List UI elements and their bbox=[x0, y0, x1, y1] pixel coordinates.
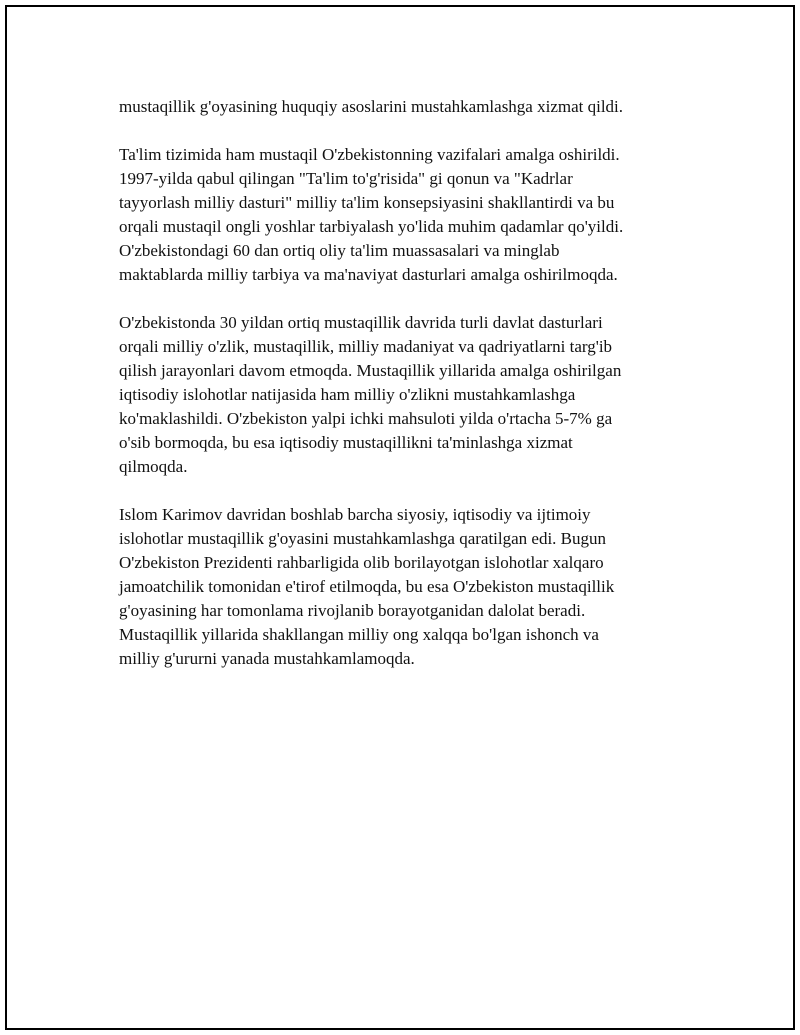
page-frame bbox=[5, 5, 795, 1030]
paragraph-1: mustaqillik g'oyasining huquqiy asoslarini mustahkamlashga xizmat qildi. bbox=[119, 97, 624, 116]
document-body bbox=[119, 95, 679, 695]
paragraph-3: O'zbekistonda 30 yildan ortiq mustaqillik davrida turli davlat dasturlari orqali milliy o'zlik, mustaqillik, milliy madaniyat va qadriyatlarni targ'ib qilish jarayonlari davom etmoqda. Mustaqillik yillarida amalga oshirilgan iqtisodiy islohotlar natijasida ham milliy o'zlikni mustahkamlashga ko'maklashildi. O'zbekiston yalpi ichki mahsuloti yilda o'rtacha 5-7% ga o'sib bormoqda, bu esa iqtisodiy mustaqillikni ta'minlashga xizmat qilmoqda. bbox=[119, 313, 622, 476]
paragraph-2: Ta'lim tizimida ham mustaqil O'zbekistonning vazifalari amalga oshirildi. 1997-yilda qabul qilingan "Ta'lim to'g'risida" gi qonun va "Kadrlar tayyorlash milliy dasturi" milliy ta'lim konsepsiyasini shakllantirdi va bu orqali mustaqil ongli yoshlar tarbiyalash yo'lida muhim qadamlar qo'yildi. O'zbekistondagi 60 dan ortiq oliy ta'lim muassasalari va minglab maktablarda milliy tarbiya va ma'naviyat dasturlari amalga oshirilmoqda. bbox=[119, 145, 624, 284]
paragraph-4: Islom Karimov davridan boshlab barcha siyosiy, iqtisodiy va ijtimoiy islohotlar mustaqillik g'oyasini mustahkamlashga qaratilgan edi. Bugun O'zbekiston Prezidenti rahbarligida olib borilayotgan islohotlar xalqaro jamoatchilik tomonidan e'tirof etilmoqda, bu esa O'zbekiston mustaqillik g'oyasining har tomonlama rivojlanib borayotganidan dalolat beradi. Mustaqillik yillarida shakllangan milliy ong xalqqa bo'lgan ishonch va milliy g'ururni yanada mustahkamlamoqda. bbox=[119, 505, 615, 668]
